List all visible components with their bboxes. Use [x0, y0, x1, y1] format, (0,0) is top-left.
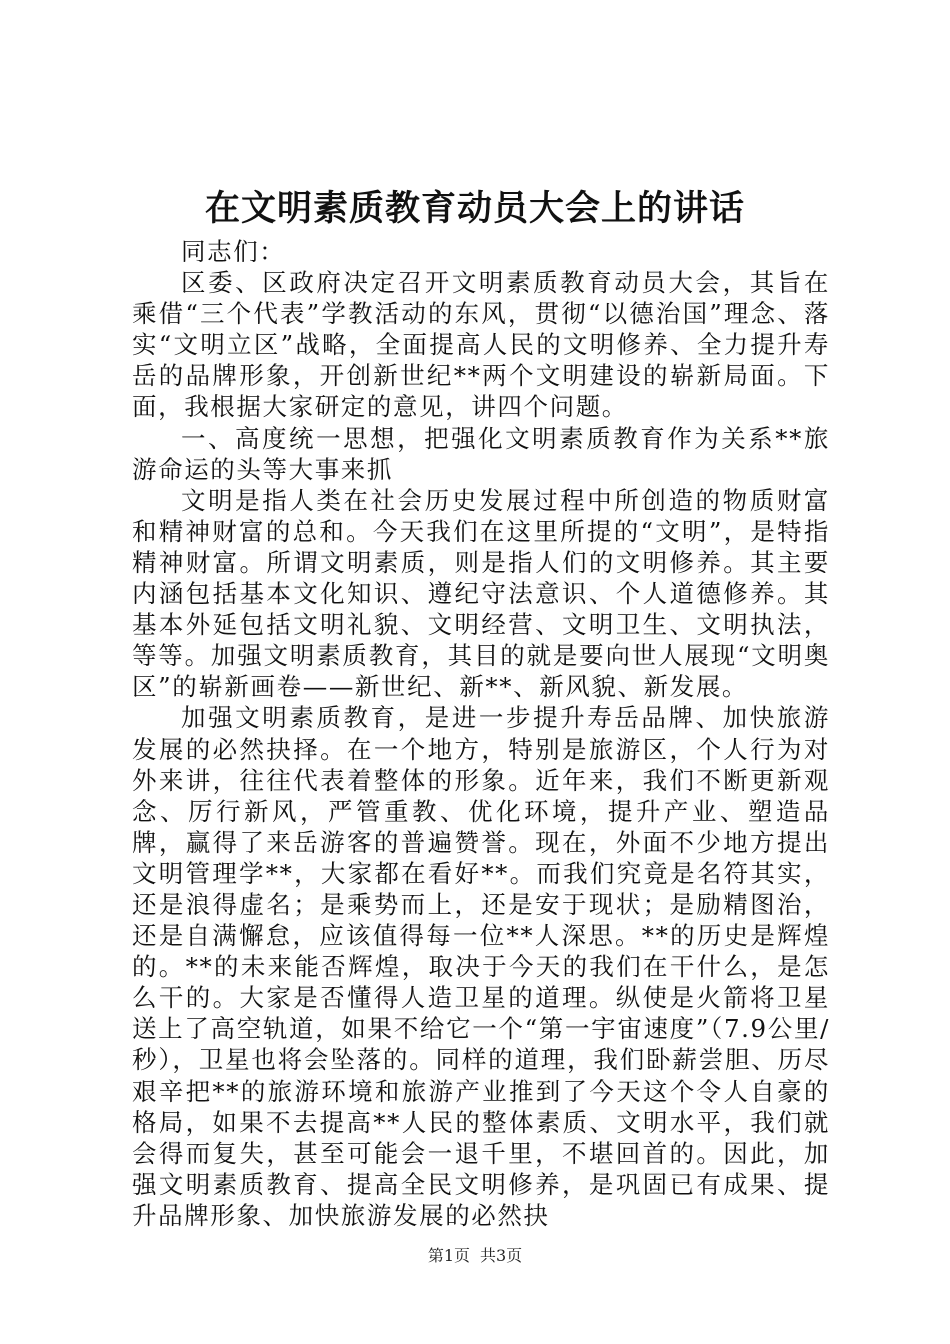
page-footer: [0, 1244, 950, 1268]
section-heading: 一、高度统一思想，把强化文明素质教育作为关系**旅游命运的头等大事来抓: [132, 423, 830, 484]
body-paragraph: 加强文明素质教育，是进一步提升寿岳品牌、加快旅游发展的必然抉择。在一个地方，特别是旅游区，个人行为对外来讲，往往代表着整体的形象。近年来，我们不断更新观念、厉行新风，严管重教、优化环境，提升产业、塑造品牌，赢得了来岳游客的普遍赞誉。现在，外面不少地方提出文明管理学**，大家都在看好**。而我们究竟是名符其实，还是浪得虚名；是乘势而上，还是安于现状；是励精图治，还是自满懈怠，应该值得每一位**人深思。**的历史是辉煌的。**的未来能否辉煌，取决于今天的我们在干什么，是怎么干的。大家是否懂得人造卫星的道理。纵使是火箭将卫星送上了高空轨道，如果不给它一个“第一宇宙速度”（7.9公里/秒），卫星也将会坠落的。同样的道理，我们卧薪尝胆、历尽艰辛把**的旅游环境和旅游产业推到了今天这个令人自豪的格局，如果不去提高**人民的整体素质、文明水平，我们就会得而复失，甚至可能会一退千里，不堪回首的。因此，加强文明素质教育、提高全民文明修养，是巩固已有成果、提升品牌形象、加快旅游发展的必然抉: [132, 703, 830, 1230]
intro-paragraph: 区委、区政府决定召开文明素质教育动员大会，其旨在乘借“三个代表”学教活动的东风，贯彻“以德治国”理念、落实“文明立区”战略，全面提高人民的文明修养、全力提升寿岳的品牌形象，开创新世纪**两个文明建设的崭新局面。下面，我根据大家研定的意见，讲四个问题。: [132, 268, 830, 422]
document-title: 在文明素质教育动员大会上的讲话: [204, 189, 745, 229]
page-total: 共3页: [480, 1246, 523, 1265]
page-number: 第1页: [427, 1246, 470, 1265]
document-body: [132, 236, 830, 1231]
body-paragraph: 文明是指人类在社会历史发展过程中所创造的物质财富和精神财富的总和。今天我们在这里所提的“文明”，是特指精神财富。所谓文明素质，则是指人们的文明修养。其主要内涵包括基本文化知识、遵纪守法意识、个人道德修养。其基本外延包括文明礼貌、文明经营、文明卫生、文明执法，等等。加强文明素质教育，其目的就是要向世人展现“文明奥区”的崭新画卷——新世纪、新**、新风貌、新发展。: [132, 485, 830, 702]
salutation-paragraph: 同志们：: [181, 237, 286, 266]
